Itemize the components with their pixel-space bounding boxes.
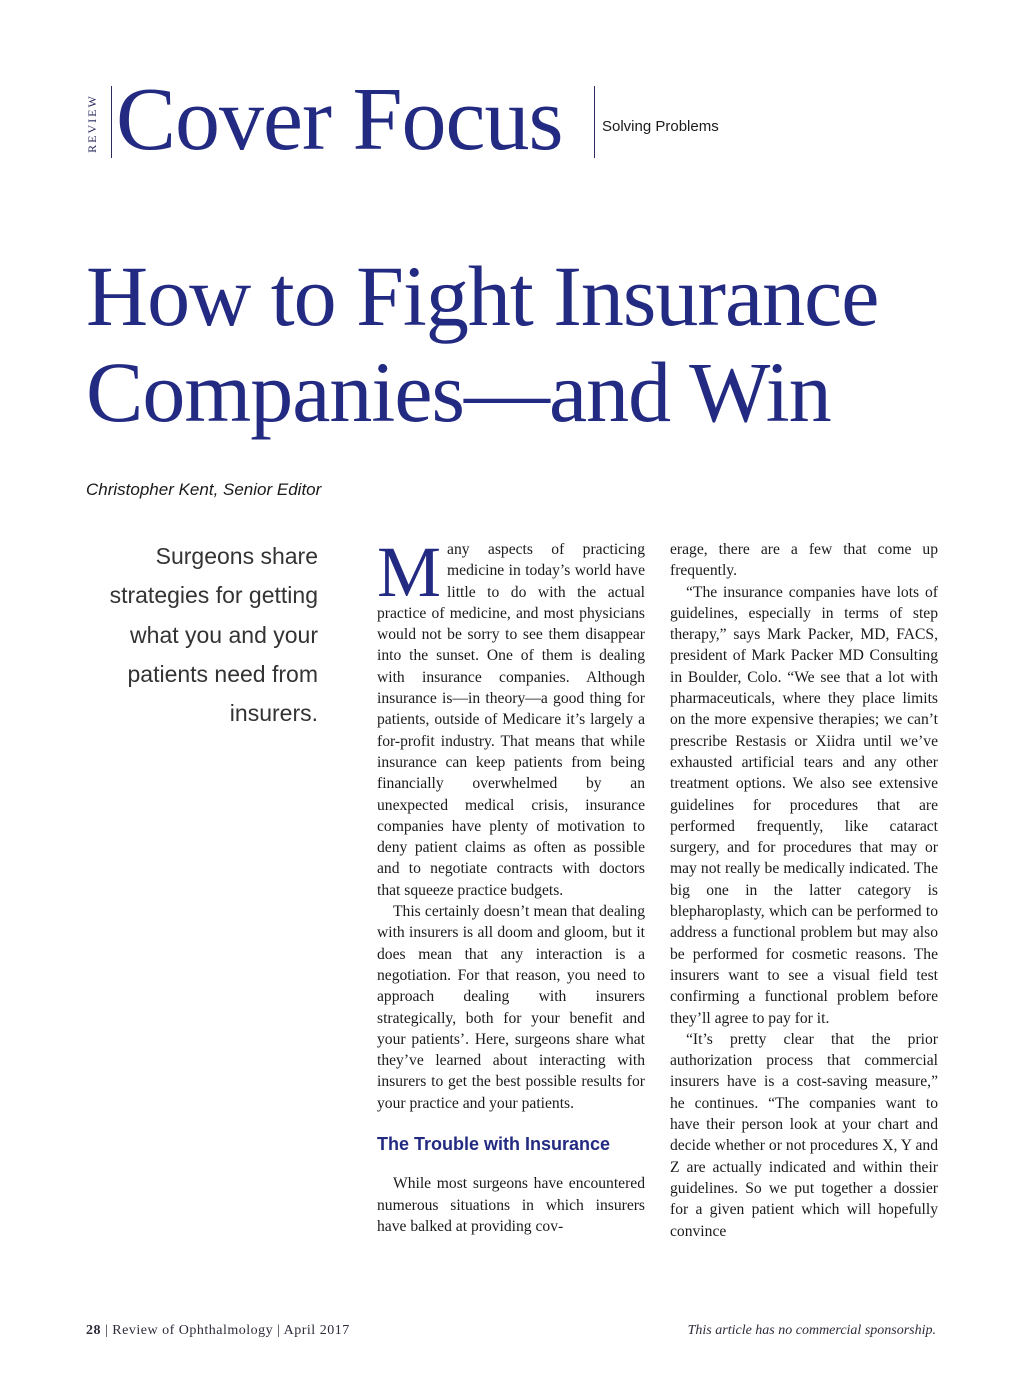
paragraph-3: While most surgeons have encountered numerous situations in which insurers have balked at providing cov-: [377, 1175, 645, 1235]
body-column-2: [670, 539, 938, 1242]
body-column-1: [377, 532, 645, 1237]
sponsorship-note: This article has no commercial sponsorship.: [687, 1323, 936, 1338]
review-tag-text: REVIEW: [84, 93, 99, 153]
headline-line-2: Companies—and Win: [86, 344, 831, 440]
footer-folio: [86, 1323, 350, 1339]
drop-cap: M: [377, 532, 442, 612]
header-divider-left: [111, 86, 112, 158]
review-tag: [72, 86, 112, 160]
byline: Christopher Kent, Senior Editor: [86, 480, 322, 499]
paragraph-1: [377, 532, 645, 901]
page-number: 28: [86, 1323, 101, 1338]
paragraph-6: “It’s pretty clear that the prior authorization process that commercial insurers have is a cost-saving measure,” he continues. “The companies want to have their person look at your chart and decide whether or not procedures X, Y and Z are actually indicated and within their guidelines. So we put together a dossier for a given patient which will hopefully convince: [670, 1030, 938, 1240]
header-divider-right: [594, 86, 595, 158]
paragraph-2: This certainly doesn’t mean that dealing with insurers is all doom and gloom, but it does mean that any interaction is a negotiation. For that reason, you need to approach dealing with insurers strategically, both for your benefit and your patients’. Here, surgeons share what they’ve learned about interacting with insurers to get the best possible results for your practice and your patients.: [377, 903, 645, 1112]
deck-text: Surgeons share strategies for getting what you and your patients need from insurers.: [109, 543, 318, 727]
article-headline: [86, 248, 986, 440]
paragraph-1-text: any aspects of practicing medicine in today’s world have little to do with the actual practice of medicine, and most physicians would not be sorry to see them disappear into the sunset. One of them is dealing with insurance companies. Although insurance is—in theory—a good thing for patients, outside of Medicare it’s largely a for-profit industry. That means that while insurance can keep patients from being financially overwhelmed by an unexpected medical crisis, insurance companies have plenty of motivation to deny patient claims as often as possible and to negotiate contracts with doctors that squeeze practice budgets.: [377, 541, 645, 899]
section-label: Solving Problems: [602, 118, 719, 135]
subhead: The Trouble with Insurance: [377, 1134, 611, 1155]
headline-line-1: How to Fight Insurance: [86, 248, 879, 344]
publication-info: | Review of Ophthalmology | April 2017: [105, 1323, 350, 1338]
paragraph-4: erage, there are a few that come up frequently.: [670, 541, 938, 580]
cover-focus-title: Cover Focus: [116, 70, 563, 169]
paragraph-5: “The insurance companies have lots of guidelines, especially in terms of step therapy,” says Mark Packer, MD, FACS, president of Mark Packer MD Consulting in Boulder, Colo. “We see that a lot with pharmaceuticals, where they place limits on the more expensive therapies; we can’t prescribe Restasis or Xiidra until we’ve exhausted artificial tears and any other treatment options. We also see extensive guidelines for procedures that are performed frequently, like cataract surgery, and for procedures that may or may not really be medically indicated. The big one in the latter category is blepharoplasty, which can be performed to address a functional problem but may also be performed for cosmetic reasons. The insurers want to see a visual field test confirming a functional problem before they’ll agree to pay for it.: [670, 583, 938, 1027]
